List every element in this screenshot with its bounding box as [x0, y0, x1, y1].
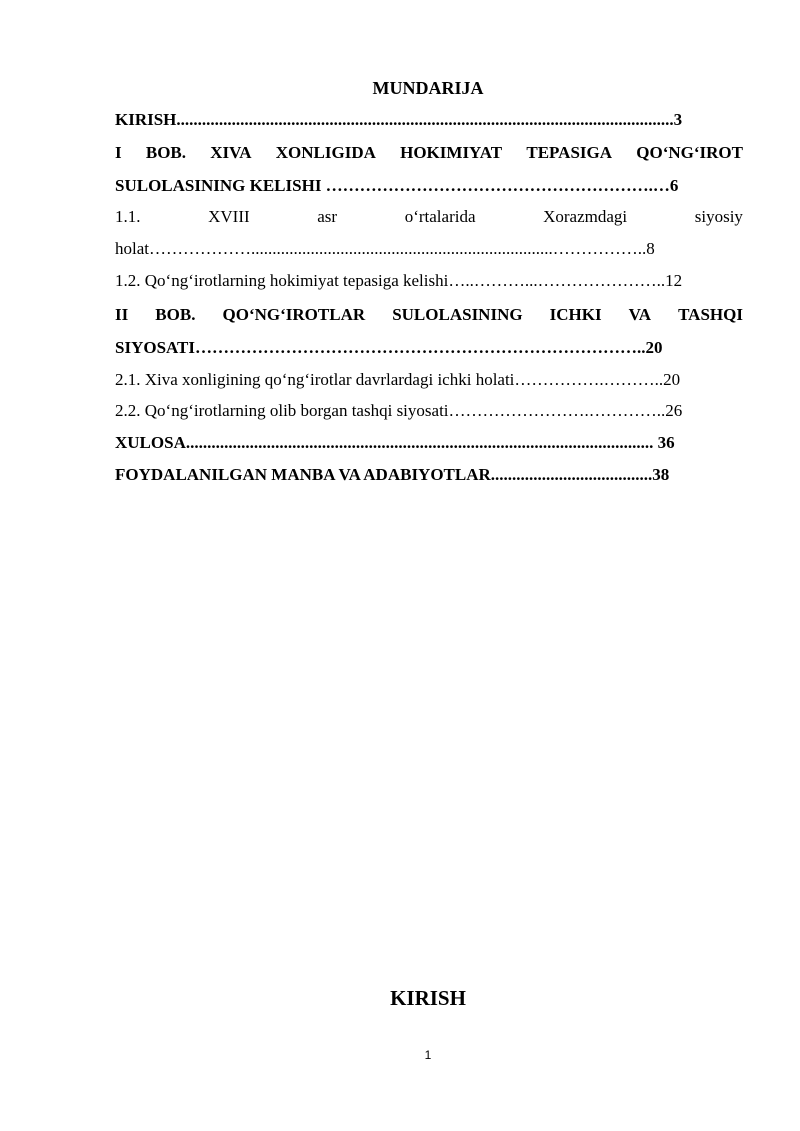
toc-word: ICHKI — [549, 305, 602, 324]
toc-word: XIVA — [210, 143, 252, 162]
toc-entry-2-1: 2.1. Xiva xonligining qo‘ng‘irotlar davrlardagi ichki holati…………….………..20 — [115, 370, 681, 389]
toc-entry-1-1-line-2: holat……………….......................................................................……………..8 — [115, 239, 655, 258]
section-heading-kirish: KIRISH — [390, 986, 466, 1010]
toc-word: o‘rtalarida — [404, 207, 476, 226]
toc-entry-1-2: 1.2. Qo‘ng‘irotlarning hokimiyat tepasiga kelishi…..………...…………………..12 — [115, 271, 683, 290]
toc-word: HOKIMIYAT — [400, 143, 503, 162]
toc-word: II — [115, 305, 129, 324]
toc-word: SULOLASINING — [392, 305, 523, 324]
toc-word: TASHQI — [678, 305, 743, 324]
toc-word: BOB. — [155, 305, 196, 324]
page-number: 1 — [424, 1048, 432, 1062]
toc-word: I — [115, 143, 122, 162]
toc-word: asr — [317, 207, 338, 226]
toc-entry-chapter-1-line-1 — [115, 142, 743, 164]
toc-word: XVIII — [208, 207, 250, 226]
toc-word: QO‘NG‘IROTLAR — [222, 305, 366, 324]
toc-word: QO‘NG‘IROT — [636, 143, 743, 162]
toc-word: VA — [628, 305, 652, 324]
toc-entry-chapter-2-line-2: SIYOSATI……………………………………………………………………..20 — [115, 338, 663, 357]
toc-title: MUNDARIJA — [372, 78, 484, 98]
toc-entry-kirish: KIRISH.....................................................................................................................3 — [115, 110, 683, 129]
toc-word: TEPASIGA — [526, 143, 613, 162]
toc-entry-2-2: 2.2. Qo‘ng‘irotlarning olib borgan tashqi siyosati…………………….…………..26 — [115, 401, 683, 420]
toc-word: siyosiy — [694, 207, 743, 226]
toc-entry-chapter-2-line-1 — [115, 304, 743, 326]
toc-word: Xorazmdagi — [543, 207, 628, 226]
toc-entry-1-1-line-1 — [115, 206, 743, 228]
toc-entry-references: FOYDALANILGAN MANBA VA ADABIYOTLAR......................................38 — [115, 465, 670, 484]
toc-word: 1.1. — [115, 207, 141, 226]
toc-word: XONLIGIDA — [275, 143, 376, 162]
toc-word: BOB. — [145, 143, 187, 162]
toc-entry-chapter-1-line-2: SULOLASINING KELISHI ………………………………………………….…6 — [115, 176, 679, 195]
toc-entry-xulosa: XULOSA.............................................................................................................. 36 — [115, 433, 675, 452]
